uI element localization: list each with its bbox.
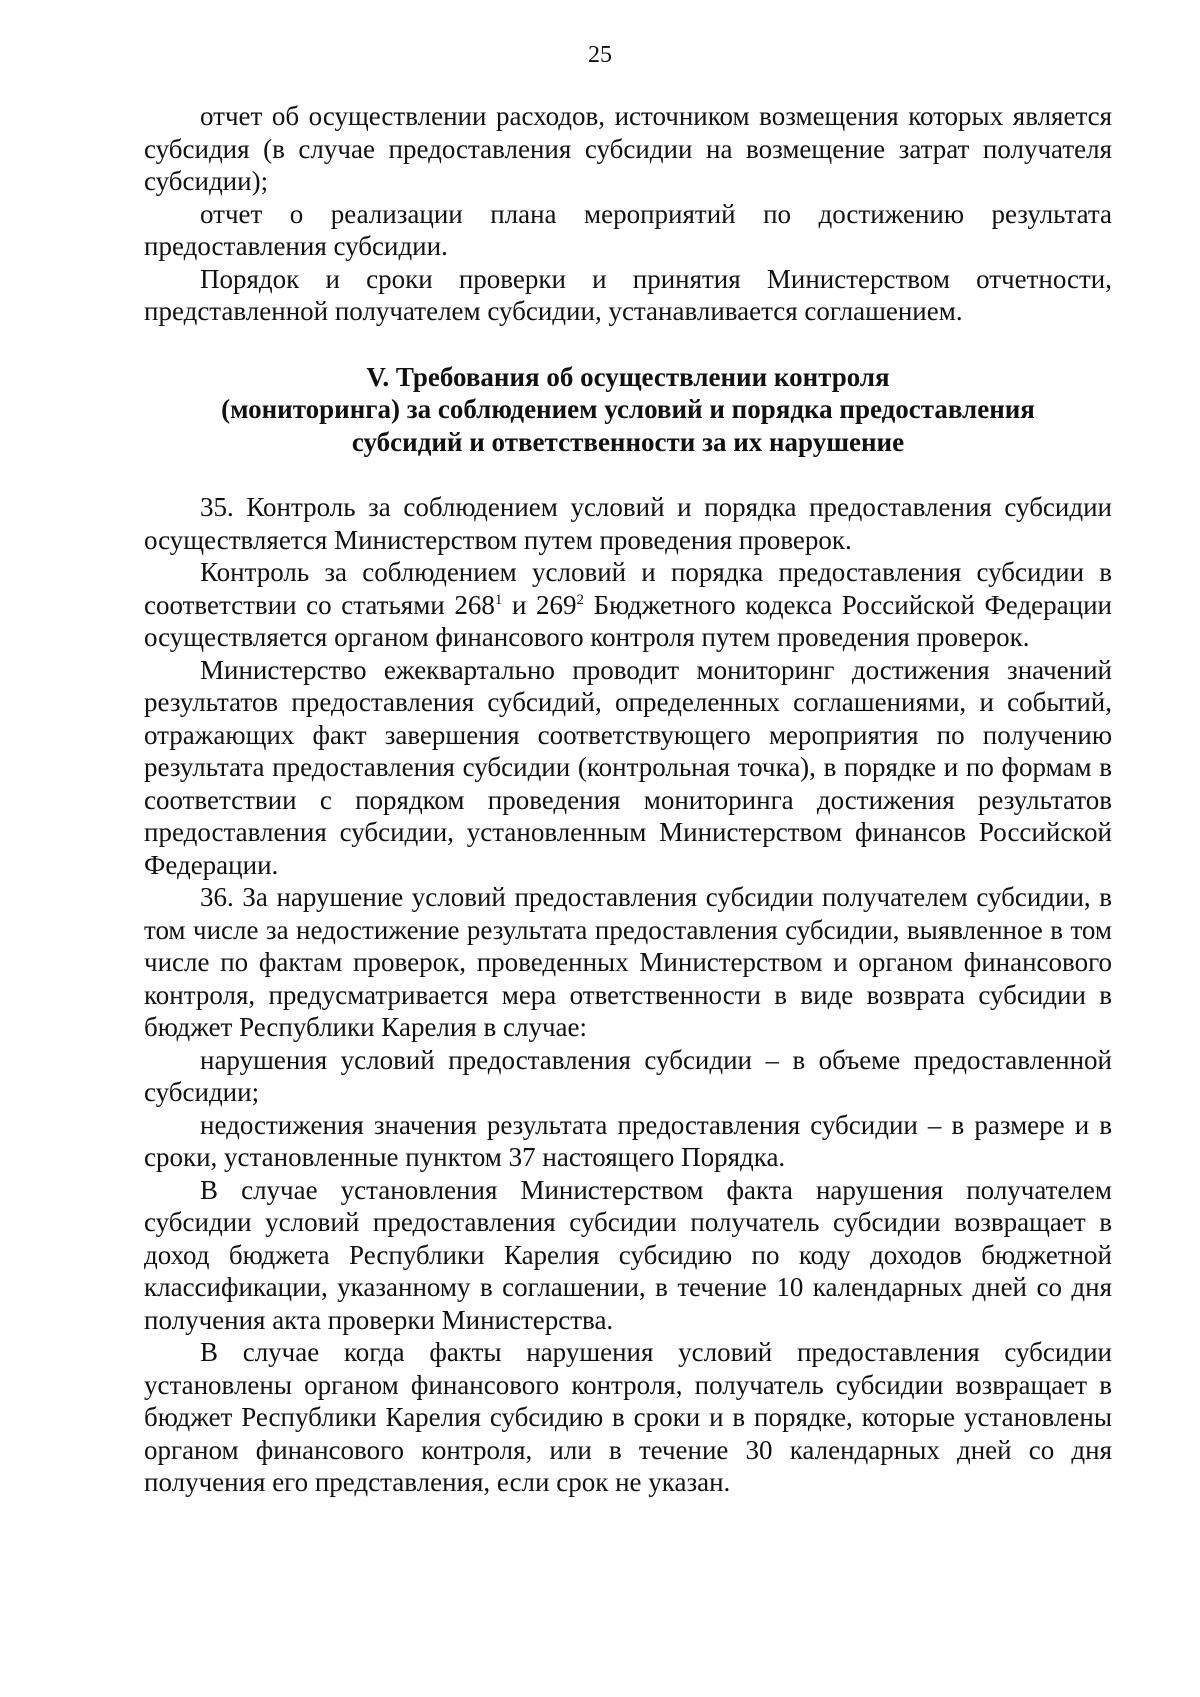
paragraph-clause-35: 35. Контроль за соблюдением условий и порядка предоставления субсидии осуществляется Министерством путем проведения проверок. [144,492,1112,555]
document-body [144,100,1112,1499]
footnote-sup-2: 2 [576,591,585,608]
section-heading-line-3: субсидий и ответственности за их нарушение [351,426,905,457]
paragraph-ministry-violation: В случае установления Министерством факта нарушения получателем субсидии условий предоставления субсидии получатель субсидии возвращает в доход бюджета Республики Карелия субсидию по коду доходов бюджетной классификации, указанному в соглашении, в течение 10 календарных дней со дня получения акта проверки Министерства. [144,1174,1112,1335]
paragraph-financial-control [144,556,1112,654]
paragraph-expense-report: отчет об осуществлении расходов, источником возмещения которых является субсидия (в случае предоставления субсидии на возмещение затрат получателя субсидии); [144,101,1112,196]
page-number: 25 [588,42,612,68]
control-text-part-1: Контроль за соблюдением условий и порядка предоставления субсидии в соответствии со статьями 268 [144,557,1112,620]
paragraph-result-not-achieved: недостижения значения результата предоставления субсидии – в размере и в сроки, установленные пунктом 37 настоящего Порядка. [144,1109,1112,1172]
section-heading [144,361,1112,459]
control-text-part-2: и 269 [502,589,577,620]
paragraph-plan-report: отчет о реализации плана мероприятий по достижению результата предоставления субсидии. [144,198,1112,261]
section-heading-line-2: (мониторинга) за соблюдением условий и порядка предоставления [221,394,1035,424]
section-heading-line-1: V. Требования об осуществлении контроля [366,361,890,392]
paragraph-violation-conditions: нарушения условий предоставления субсидии – в объеме предоставленной субсидии; [144,1044,1112,1107]
paragraph-reporting-procedure: Порядок и сроки проверки и принятия Министерством отчетности, представленной получателем субсидии, устанавливается соглашением. [144,263,1112,326]
paragraph-monitoring: Министерство ежеквартально проводит мониторинг достижения значений результатов предоставления субсидий, определенных соглашениями, и событий, отражающих факт завершения соответствующего мероприятия по получению результата предоставления субсидии (контрольная точка), в порядке и по формам в соответствии с порядком проведения мониторинга достижения результатов предоставления субсидии, установленным Министерством финансов Российской Федерации. [144,654,1112,880]
footnote-sup-1: 1 [494,591,503,608]
paragraph-control-body-violation: В случае когда факты нарушения условий предоставления субсидии установлены органом финансового контроля, получатель субсидии возвращает в бюджет Республики Карелия субсидию в сроки и в порядке, которые установлены органом финансового контроля, или в течение 30 календарных дней со дня получения его представления, если срок не указан. [144,1337,1112,1497]
control-text-part-3: Бюджетного кодекса Российской Федерации осуществляется органом финансового контроля путем проведения проверок. [144,589,1112,652]
paragraph-clause-36: 36. За нарушение условий предоставления субсидии получателем субсидии, в том числе за недостижение результата предоставления субсидии, выявленное в том числе по фактам проверок, проведенных Министерством и органом финансового контроля, предусматривается мера ответственности в виде возврата субсидии в бюджет Республики Карелия в случае: [144,882,1112,1042]
